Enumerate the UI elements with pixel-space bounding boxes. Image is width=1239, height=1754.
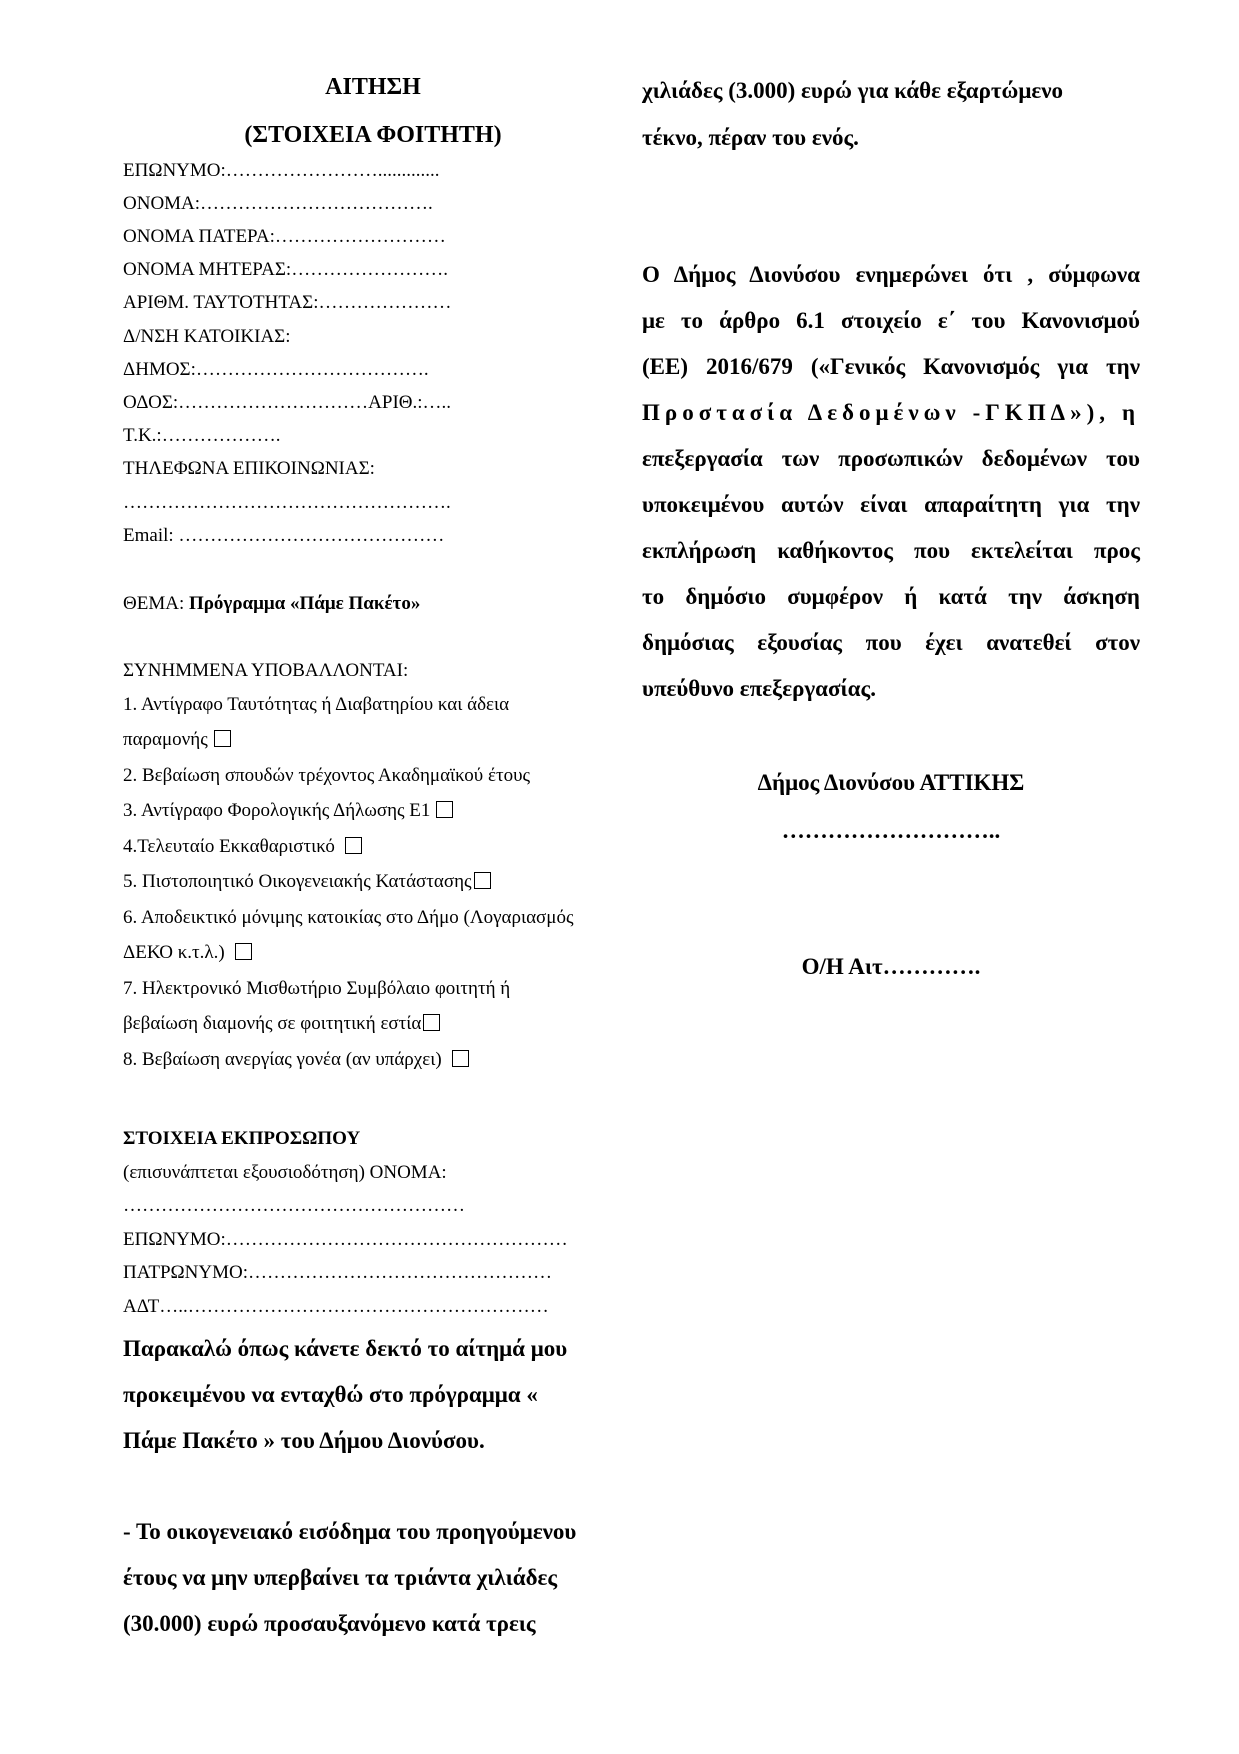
attachment-6-line1: 6. Αποδεικτικό μόνιμης κατοικίας στο Δήμο (Λογαριασμός — [123, 907, 574, 928]
representative-surname: ΕΠΩΝΥΜΟ:……………………………………………… — [123, 1229, 568, 1250]
income-line-1: - Το οικογενειακό εισόδημα του προηγούμενου — [123, 1519, 577, 1544]
field-surname: ΕΠΩΝΥΜΟ:……………………............. — [123, 160, 440, 181]
field-postcode: Τ.Κ.:………………. — [123, 425, 281, 446]
attachments-heading: ΣΥΝΗΜΜΕΝΑ ΥΠΟΒΑΛΛΟΝΤΑΙ: — [123, 660, 409, 681]
attachment-4-checkbox[interactable] — [345, 837, 362, 854]
attachment-5-checkbox[interactable] — [474, 872, 491, 889]
gdpr-line: με το άρθρο 6.1 στοιχείο ε΄ του Κανονισμού — [642, 308, 1140, 333]
request-line-2: προκειμένου να ενταχθώ στο πρόγραμμα « — [123, 1382, 538, 1407]
attachment-7-line2: βεβαίωση διαμονής σε φοιτητική εστία — [123, 1013, 440, 1035]
field-phone-label: ΤΗΛΕΦΩΝΑ ΕΠΙΚΟΙΝΩΝΙΑΣ: — [123, 458, 375, 479]
representative-name-dots: ……………………………………………… — [123, 1195, 465, 1216]
page-title: ΑΙΤΗΣΗ — [325, 74, 421, 100]
attachment-1-line1: 1. Αντίγραφο Ταυτότητας ή Διαβατηρίου και άδεια — [123, 694, 510, 715]
attachment-6-checkbox[interactable] — [235, 943, 252, 960]
subject-line — [123, 593, 420, 615]
representative-name-label: (επισυνάπτεται εξουσιοδότηση) ΟΝΟΜΑ: — [123, 1162, 447, 1183]
income-line-2: έτους να μην υπερβαίνει τα τριάντα χιλιάδες — [123, 1565, 558, 1590]
gdpr-line: Προστασία Δεδομένων -ΓΚΠΔ»), η — [642, 400, 1140, 425]
field-name: ΟΝΟΜΑ:………………………………. — [123, 193, 433, 214]
continuation-line-1: χιλιάδες (3.000) ευρώ για κάθε εξαρτώμενο — [642, 78, 1063, 103]
gdpr-line: υποκειμένου αυτών είναι απαραίτητη για την — [642, 492, 1140, 517]
field-father-name: ΟΝΟΜΑ ΠΑΤΕΡΑ:……………………… — [123, 226, 446, 247]
request-line-3: Πάμε Πακέτο » του Δήμου Διονύσου. — [123, 1428, 485, 1453]
gdpr-line: το δημόσιο συμφέρον ή κατά την άσκηση — [642, 584, 1140, 609]
gdpr-line: υπεύθυνο επεξεργασίας. — [642, 676, 876, 701]
authority-signature-dots: ……………………….. — [781, 818, 1001, 843]
attachment-2: 2. Βεβαίωση σπουδών τρέχοντος Ακαδημαϊκού έτους — [123, 765, 531, 786]
gdpr-paragraph — [642, 262, 1140, 722]
attachment-5: 5. Πιστοποιητικό Οικογενειακής Κατάστασης — [123, 871, 491, 893]
field-address-label: Δ/ΝΣΗ ΚΑΤΟΙΚΙΑΣ: — [123, 326, 291, 347]
field-municipality: ΔΗΜΟΣ:………………………………. — [123, 359, 429, 380]
field-mother-name: ΟΝΟΜΑ ΜΗΤΕΡΑΣ:……………………. — [123, 259, 448, 280]
page-subtitle: (ΣΤΟΙΧΕΙΑ ΦΟΙΤΗΤΗ) — [244, 122, 502, 148]
attachment-3-checkbox[interactable] — [436, 801, 453, 818]
attachment-6-line2: ΔΕΚΟ κ.τ.λ.) — [123, 942, 252, 964]
attachment-4: 4.Τελευταίο Εκκαθαριστικό — [123, 836, 362, 858]
attachment-7-line1: 7. Ηλεκτρονικό Μισθωτήριο Συμβόλαιο φοιτητή ή — [123, 978, 511, 999]
gdpr-line: εκπλήρωση καθήκοντος που εκτελείται προς — [642, 538, 1140, 563]
field-id-number: ΑΡΙΘΜ. ΤΑΥΤΟΤΗΤΑΣ:………………… — [123, 292, 452, 313]
applicant-signature: Ο/Η Αιτ…………. — [801, 954, 981, 979]
representative-heading: ΣΤΟΙΧΕΙΑ ΕΚΠΡΟΣΩΠΟΥ — [123, 1128, 361, 1149]
field-email: Email: …………………………………… — [123, 525, 445, 546]
continuation-line-2: τέκνο, πέραν του ενός. — [642, 125, 859, 150]
attachment-3: 3. Αντίγραφο Φορολογικής Δήλωσης Ε1 — [123, 800, 453, 822]
subject-label: ΘΕΜΑ: — [123, 593, 189, 614]
gdpr-line: (ΕΕ) 2016/679 («Γενικός Κανονισμός για την — [642, 354, 1140, 379]
subject-value: Πρόγραμμα «Πάμε Πακέτο» — [188, 593, 421, 614]
attachment-8-checkbox[interactable] — [452, 1050, 469, 1067]
field-phone-dots: ……………………………………………. — [123, 492, 451, 513]
attachment-1-line2: παραμονής — [123, 729, 231, 751]
gdpr-line: επεξεργασία των προσωπικών δεδομένων του — [642, 446, 1140, 471]
representative-id: ΑΔΤ…..………………………………………………… — [123, 1296, 549, 1317]
gdpr-line: δημόσιας εξουσίας που έχει ανατεθεί στον — [642, 630, 1140, 655]
income-line-3: (30.000) ευρώ προσαυξανόμενο κατά τρεις — [123, 1611, 536, 1636]
attachment-1-checkbox[interactable] — [214, 730, 231, 747]
field-street: ΟΔΟΣ:…………………………ΑΡΙΘ.:….. — [123, 392, 452, 413]
representative-patronymic: ΠΑΤΡΩΝΥΜΟ:………………………………………… — [123, 1262, 552, 1283]
attachment-8: 8. Βεβαίωση ανεργίας γονέα (αν υπάρχει) — [123, 1049, 469, 1071]
attachment-7-checkbox[interactable] — [423, 1014, 440, 1031]
authority-name: Δήμος Διονύσου ΑΤΤΙΚΗΣ — [757, 770, 1025, 795]
request-line-1: Παρακαλώ όπως κάνετε δεκτό το αίτημά μου — [123, 1336, 568, 1361]
gdpr-line: Ο Δήμος Διονύσου ενημερώνει ότι , σύμφωνα — [642, 262, 1140, 287]
